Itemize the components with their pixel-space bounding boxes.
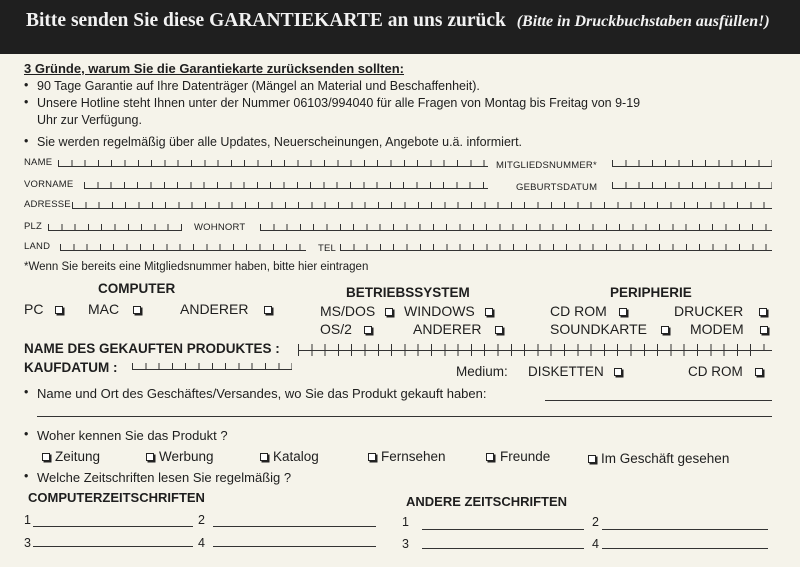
computer-magazine-3-number: 3	[24, 536, 31, 550]
ads-label: Werbung	[159, 449, 214, 464]
disks-option[interactable]	[528, 364, 622, 379]
other-magazines-heading: ANDERE ZEITSCHRIFTEN	[406, 494, 568, 509]
firstname-label: VORNAME	[24, 179, 74, 190]
birthdate-input[interactable]	[612, 178, 772, 189]
other-magazine-3-input[interactable]	[422, 548, 584, 549]
source-question: Woher kennen Sie das Produkt ?	[37, 428, 228, 443]
other-magazine-2-number: 2	[592, 515, 599, 529]
other-os-checkbox[interactable]	[495, 326, 503, 334]
firstname-input[interactable]	[84, 178, 488, 189]
reasons-heading: 3 Gründe, warum Sie die Garantiekarte zurücksenden sollten:	[24, 61, 405, 76]
other-magazine-4-number: 4	[592, 537, 599, 551]
mac-label: MAC	[88, 301, 120, 317]
catalog-label: Katalog	[273, 449, 319, 464]
modem-label: MODEM	[690, 321, 744, 337]
os2-checkbox[interactable]	[364, 326, 372, 334]
computer-magazine-2-number: 2	[198, 513, 205, 527]
other-computer-option[interactable]	[180, 301, 272, 317]
reason-1: 90 Tage Garantie auf Ihre Datenträger (Mängel an Material und Beschaffenheit).	[37, 79, 480, 93]
magazines-question: Welche Zeitschriften lesen Sie regelmäßig ?	[37, 470, 292, 485]
soundcard-checkbox[interactable]	[661, 326, 669, 334]
card-subtitle: (Bitte in Druckbuchstaben ausfüllen!)	[516, 13, 770, 30]
cdrom-checkbox[interactable]	[619, 308, 627, 316]
friends-option[interactable]	[486, 449, 550, 464]
medium-cdrom-label: CD ROM	[688, 364, 743, 379]
soundcard-option[interactable]	[550, 321, 669, 337]
pc-label: PC	[24, 301, 44, 317]
card-title: Bitte senden Sie diese GARANTIEKARTE an uns zurück	[26, 10, 506, 31]
other-magazine-4-input[interactable]	[602, 548, 768, 549]
computer-magazine-2-input[interactable]	[213, 526, 376, 527]
newspaper-option[interactable]	[42, 449, 100, 464]
os-heading: BETRIEBSSYSTEM	[346, 285, 470, 300]
product-name-label: NAME DES GEKAUFTEN PRODUKTES :	[24, 341, 280, 356]
bullet: •	[24, 427, 29, 441]
computer-heading: COMPUTER	[98, 281, 176, 296]
reason-2-line-2: Uhr zur Verfügung.	[37, 113, 142, 127]
os2-option[interactable]	[320, 321, 372, 337]
other-magazine-1-input[interactable]	[422, 529, 584, 530]
friends-label: Freunde	[500, 449, 551, 464]
pc-checkbox[interactable]	[55, 306, 63, 314]
mac-option[interactable]	[88, 301, 141, 317]
ads-checkbox[interactable]	[146, 453, 154, 461]
ads-option[interactable]	[146, 449, 214, 464]
msdos-checkbox[interactable]	[385, 308, 393, 316]
printer-option[interactable]	[674, 303, 767, 319]
disks-checkbox[interactable]	[614, 368, 622, 376]
member-number-label: MITGLIEDSNUMMER*	[496, 160, 597, 171]
windows-label: WINDOWS	[404, 303, 475, 319]
modem-checkbox[interactable]	[760, 326, 768, 334]
tv-checkbox[interactable]	[368, 453, 376, 461]
country-input[interactable]	[60, 240, 306, 251]
soundcard-label: SOUNDKARTE	[550, 321, 647, 337]
windows-option[interactable]	[404, 303, 493, 319]
name-input[interactable]	[58, 156, 488, 167]
reason-3: Sie werden regelmäßig über alle Updates, Neuerscheinungen, Angebote u.ä. informiert.	[37, 135, 523, 149]
other-computer-checkbox[interactable]	[264, 306, 272, 314]
member-number-input[interactable]	[612, 156, 772, 167]
cdrom-option[interactable]	[550, 303, 627, 319]
city-input[interactable]	[260, 220, 772, 231]
tv-label: Fernsehen	[381, 449, 446, 464]
other-magazine-3-number: 3	[402, 537, 409, 551]
disks-label: DISKETTEN	[528, 364, 604, 379]
shop-question: Name und Ort des Geschäftes/Versandes, wo Sie das Produkt gekauft haben:	[37, 386, 487, 401]
cdrom-label: CD ROM	[550, 303, 607, 319]
bullet: •	[24, 134, 29, 148]
address-label: ADRESSE	[24, 199, 71, 210]
phone-input[interactable]	[340, 240, 772, 251]
computer-magazine-1-input[interactable]	[33, 526, 193, 527]
shop-seen-label: Im Geschäft gesehen	[601, 451, 730, 466]
bullet: •	[24, 78, 29, 92]
computer-magazine-4-number: 4	[198, 536, 205, 550]
bullet: •	[24, 95, 29, 109]
msdos-label: MS/DOS	[320, 303, 376, 319]
printer-label: DRUCKER	[674, 303, 744, 319]
other-os-label: ANDERER	[413, 321, 482, 337]
shop-seen-checkbox[interactable]	[588, 455, 596, 463]
computer-magazine-3-input[interactable]	[33, 546, 193, 547]
computer-magazines-heading: COMPUTERZEITSCHRIFTEN	[28, 490, 205, 505]
catalog-checkbox[interactable]	[260, 453, 268, 461]
birthdate-label: GEBURTSDATUM	[516, 182, 598, 193]
printer-checkbox[interactable]	[759, 308, 767, 316]
purchase-date-label: KAUFDATUM :	[24, 360, 118, 375]
modem-option[interactable]	[690, 321, 768, 337]
peripherals-heading: PERIPHERIE	[610, 285, 692, 300]
shop-input-line-1[interactable]	[545, 400, 772, 401]
medium-label: Medium:	[456, 364, 508, 379]
os2-label: OS/2	[320, 321, 352, 337]
other-magazine-2-input[interactable]	[602, 529, 768, 530]
newspaper-label: Zeitung	[55, 449, 101, 464]
other-computer-label: ANDERER	[180, 301, 249, 317]
medium-cdrom-option[interactable]	[688, 364, 763, 379]
bullet: •	[24, 385, 29, 399]
phone-label: TEL	[318, 243, 337, 254]
country-label: LAND	[24, 241, 51, 252]
zip-input[interactable]	[48, 220, 182, 231]
friends-checkbox[interactable]	[486, 453, 494, 461]
newspaper-checkbox[interactable]	[42, 453, 50, 461]
city-label: WOHNORT	[194, 222, 246, 233]
pc-option[interactable]	[24, 301, 63, 317]
bullet: •	[24, 469, 29, 483]
computer-magazine-1-number: 1	[24, 513, 31, 527]
msdos-option[interactable]	[320, 303, 393, 319]
reason-2-line-1: Unsere Hotline steht Ihnen unter der Nummer 06103/994040 für alle Fragen von Montag bis Freitag von 9-19	[37, 96, 641, 110]
shop-input-line-2[interactable]	[37, 416, 772, 417]
computer-magazine-4-input[interactable]	[213, 546, 376, 547]
other-magazine-1-number: 1	[402, 515, 409, 529]
shop-seen-option[interactable]	[588, 451, 729, 466]
windows-checkbox[interactable]	[485, 308, 493, 316]
catalog-option[interactable]	[260, 449, 319, 464]
purchase-date-input[interactable]	[132, 359, 292, 370]
medium-cdrom-checkbox[interactable]	[755, 368, 763, 376]
zip-label: PLZ	[24, 221, 43, 232]
tv-option[interactable]	[368, 449, 446, 464]
member-number-footnote: *Wenn Sie bereits eine Mitgliedsnummer haben, bitte hier eintragen	[24, 261, 369, 273]
other-os-option[interactable]	[413, 321, 503, 337]
header-banner	[0, 0, 800, 54]
name-label: NAME	[24, 157, 53, 168]
address-input[interactable]	[72, 198, 772, 209]
product-name-input-row-2[interactable]	[298, 350, 758, 356]
mac-checkbox[interactable]	[133, 306, 141, 314]
